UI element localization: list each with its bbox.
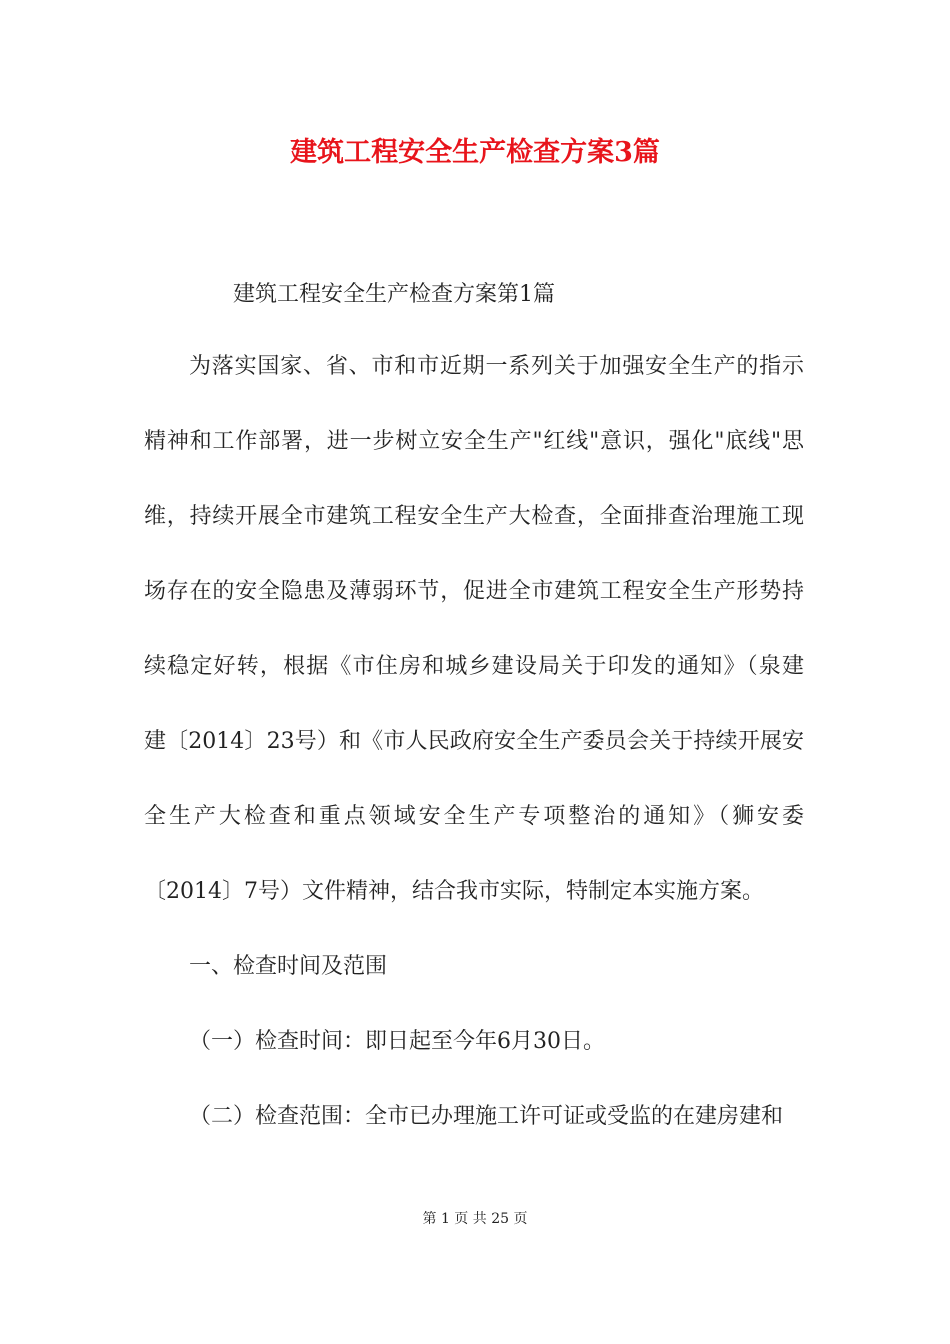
paragraph-line-3: 维，持续开展全市建筑工程安全生产大检查，全面排查治理施工现 [144,504,804,529]
page-footer: 第 1 页 共 25 页 [422,1211,528,1227]
section-item-1-2: （二）检查范围：全市已办理施工许可证或受监的在建房建和 [189,1104,784,1129]
paragraph-line-2: 精神和工作部署，进一步树立安全生产"红线"意识，强化"底线"思 [144,429,804,454]
section-heading: 建筑工程安全生产检查方案第1篇 [233,282,555,307]
paragraph-line-4: 场存在的安全隐患及薄弱环节，促进全市建筑工程安全生产形势持 [144,579,804,604]
paragraph-line-1: 为落实国家、省、市和市近期一系列关于加强安全生产的指示 [189,354,804,379]
paragraph-line-5: 续稳定好转，根据《市住房和城乡建设局关于印发的通知》（泉建 [144,654,804,679]
section-item-1: 一、检查时间及范围 [189,954,388,979]
paragraph-line-7: 全生产大检查和重点领域安全生产专项整治的通知》（狮安委 [144,804,804,829]
section-item-1-1: （一）检查时间：即日起至今年6月30日。 [189,1029,605,1054]
paragraph-line-8: 〔2014〕7号）文件精神，结合我市实际，特制定本实施方案。 [144,879,764,904]
document-title: 建筑工程安全生产检查方案3篇 [290,137,660,168]
paragraph-line-6: 建〔2014〕23号）和《市人民政府安全生产委员会关于持续开展安 [144,729,804,754]
